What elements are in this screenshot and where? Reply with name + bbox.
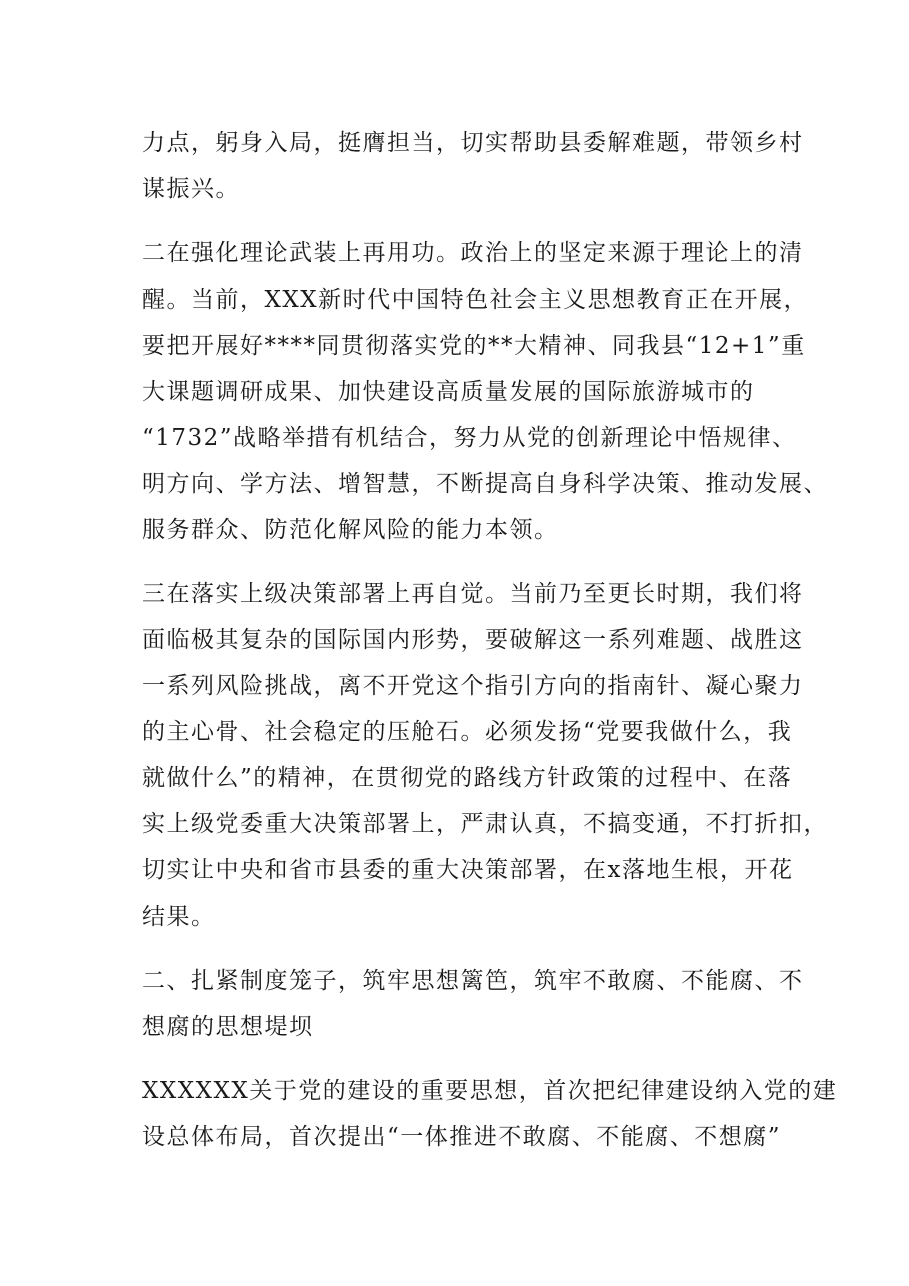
text-line: 大课题调研成果、加快建设高质量发展的国际旅游城市的 [142, 379, 755, 405]
text-line: 一系列风险挑战，离不开党这个指引方向的指南针、凝心聚力 [142, 673, 804, 699]
text-line: 服务群众、防范化解风险的能力本领。 [142, 517, 559, 543]
text-line: 切实让中央和省市县委的重大决策部署，在x落地生根，开花 [142, 857, 794, 883]
section-heading-line: 想腐的思想堤坝 [142, 1014, 314, 1040]
text-line: 的主心骨、社会稳定的压舱石。必须发扬“党要我做什么，我 [142, 719, 793, 745]
text-line: XXXXXX关于党的建设的重要思想，首次把纪律建设纳入党的建 [142, 1078, 838, 1104]
text-line: “1732”战略举措有机结合，努力从党的创新理论中悟规律、 [142, 425, 797, 451]
paragraph-heading-line: 三在落实上级决策部署上再自觉。当前乃至更长时期，我们将 [142, 581, 804, 607]
text-line: 实上级党委重大决策部署上，严肃认真，不搞变通，不打折扣， [142, 811, 828, 837]
text-line: 要把开展好****同贯彻落实党的**大精神、同我县“12+1”重 [142, 333, 806, 359]
section-heading-line: 二、扎紧制度笼子，筑牢思想篱笆，筑牢不敢腐、不能腐、不 [142, 968, 804, 994]
text-line: 面临极其复杂的国际国内形势，要破解这一系列难题、战胜这 [142, 627, 804, 653]
text-line: 谋振兴。 [142, 176, 240, 202]
text-line: 明方向、学方法、增智慧，不断提高自身科学决策、推动发展、 [142, 471, 828, 497]
text-line: 就做什么”的精神，在贯彻党的路线方针政策的过程中、在落 [142, 765, 793, 791]
text-line: 设总体布局，首次提出“一体推进不敢腐、不能腐、不想腐” [142, 1124, 782, 1150]
text-line: 结果。 [142, 904, 216, 930]
text-line: 醒。当前，XXX新时代中国特色社会主义思想教育正在开展， [142, 287, 809, 313]
paragraph-heading-line: 二在强化理论武装上再用功。政治上的坚定来源于理论上的清 [142, 240, 804, 266]
text-line: 力点，躬身入局，挺膺担当，切实帮助县委解难题，带领乡村 [142, 130, 804, 156]
